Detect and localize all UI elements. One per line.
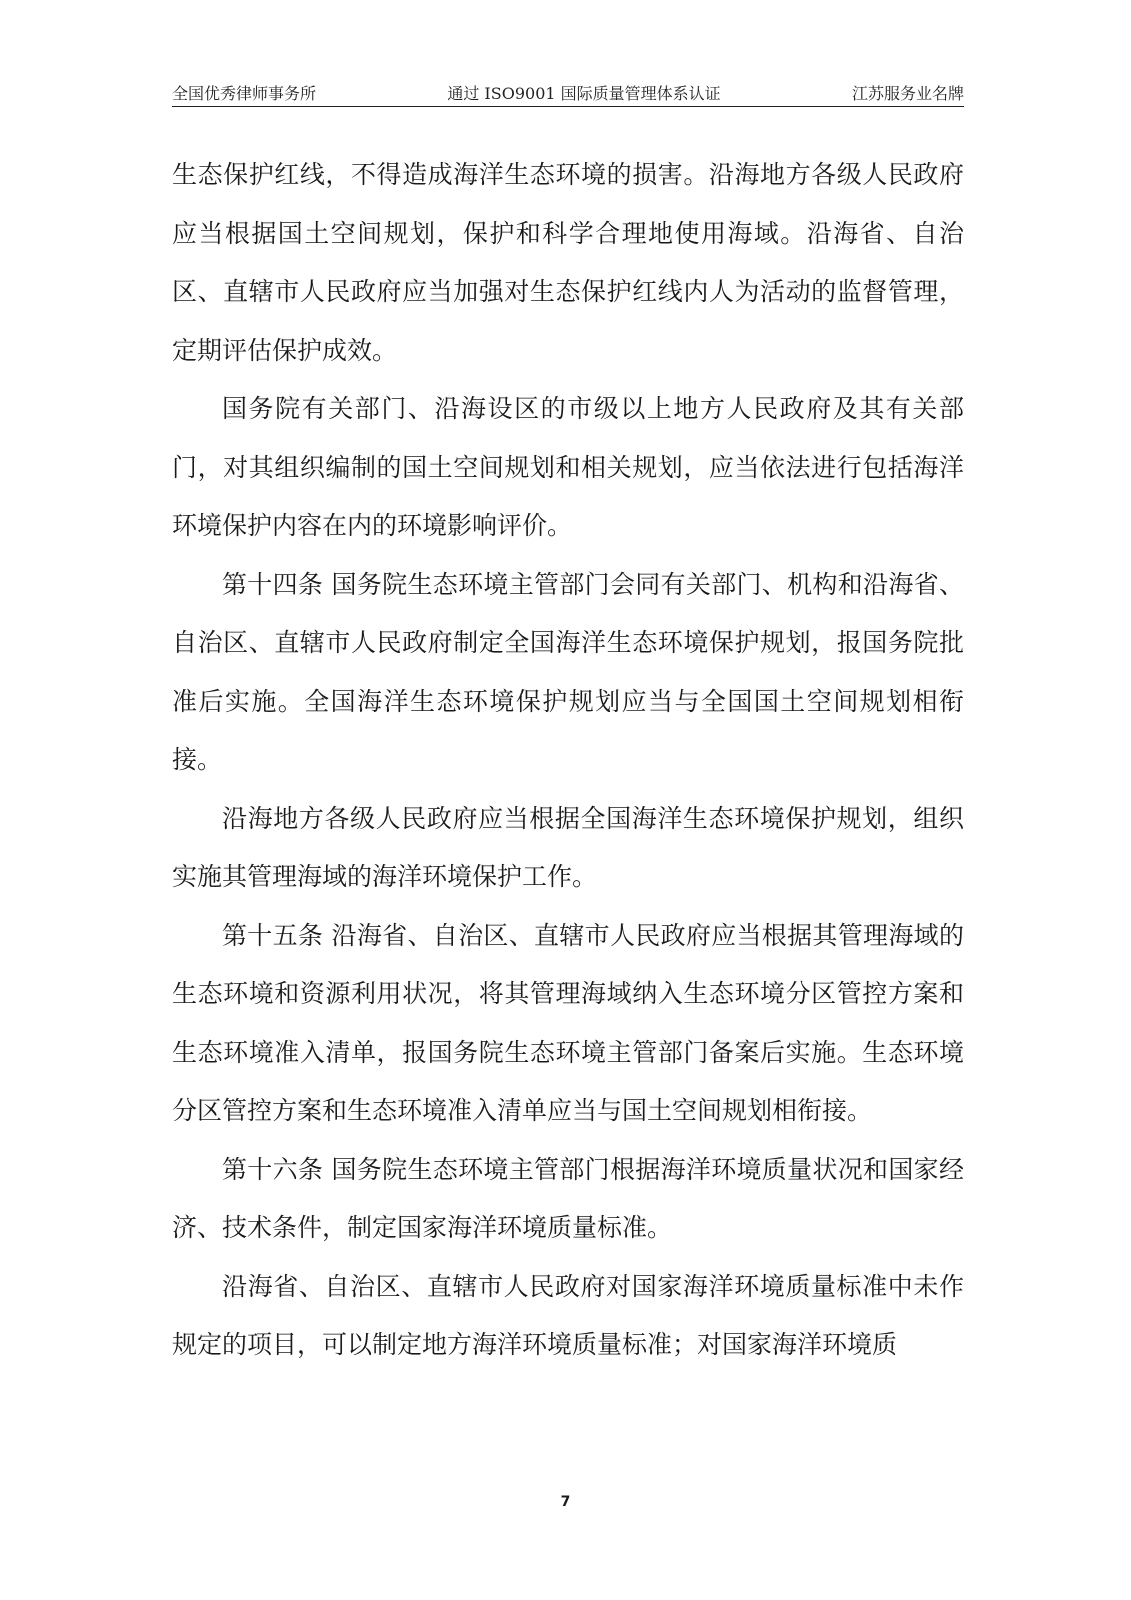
document-body (172, 146, 964, 1375)
page-number: 7 (560, 1494, 571, 1510)
header-center-text: 通过 ISO9001 国际质量管理体系认证 (447, 84, 721, 103)
article-16-paragraph: 第十六条 国务院生态环境主管部门根据海洋环境质量状况和国家经济、技术条件，制定国家海洋环境质量标准。 (172, 1154, 964, 1242)
paragraph: 生态保护红线，不得造成海洋生态环境的损害。沿海地方各级人民政府应当根据国土空间规划，保护和科学合理地使用海域。沿海省、自治区、直辖市人民政府应当加强对生态保护红线内人为活动的监督管理，定期评估保护成效。 (172, 160, 964, 365)
paragraph: 沿海省、自治区、直辖市人民政府对国家海洋环境质量标准中未作规定的项目，可以制定地方海洋环境质量标准；对国家海洋环境质 (172, 1271, 964, 1359)
header-left-text: 全国优秀律师事务所 (172, 84, 317, 103)
header-right-text: 江苏服务业名牌 (851, 84, 964, 103)
article-14-paragraph: 第十四条 国务院生态环境主管部门会同有关部门、机构和沿海省、自治区、直辖市人民政府制定全国海洋生态环境保护规划，报国务院批准后实施。全国海洋生态环境保护规划应当与全国国土空间规划相衔接。 (172, 569, 964, 774)
article-15-paragraph: 第十五条 沿海省、自治区、直辖市人民政府应当根据其管理海域的生态环境和资源利用状况，将其管理海域纳入生态环境分区管控方案和生态环境准入清单，报国务院生态环境主管部门备案后实施。生态环境分区管控方案和生态环境准入清单应当与国土空间规划相衔接。 (172, 920, 964, 1125)
paragraph: 沿海地方各级人民政府应当根据全国海洋生态环境保护规划，组织实施其管理海域的海洋环境保护工作。 (172, 803, 964, 891)
paragraph: 国务院有关部门、沿海设区的市级以上地方人民政府及其有关部门，对其组织编制的国土空间规划和相关规划，应当依法进行包括海洋环境保护内容在内的环境影响评价。 (172, 394, 964, 540)
page-header (172, 78, 964, 107)
